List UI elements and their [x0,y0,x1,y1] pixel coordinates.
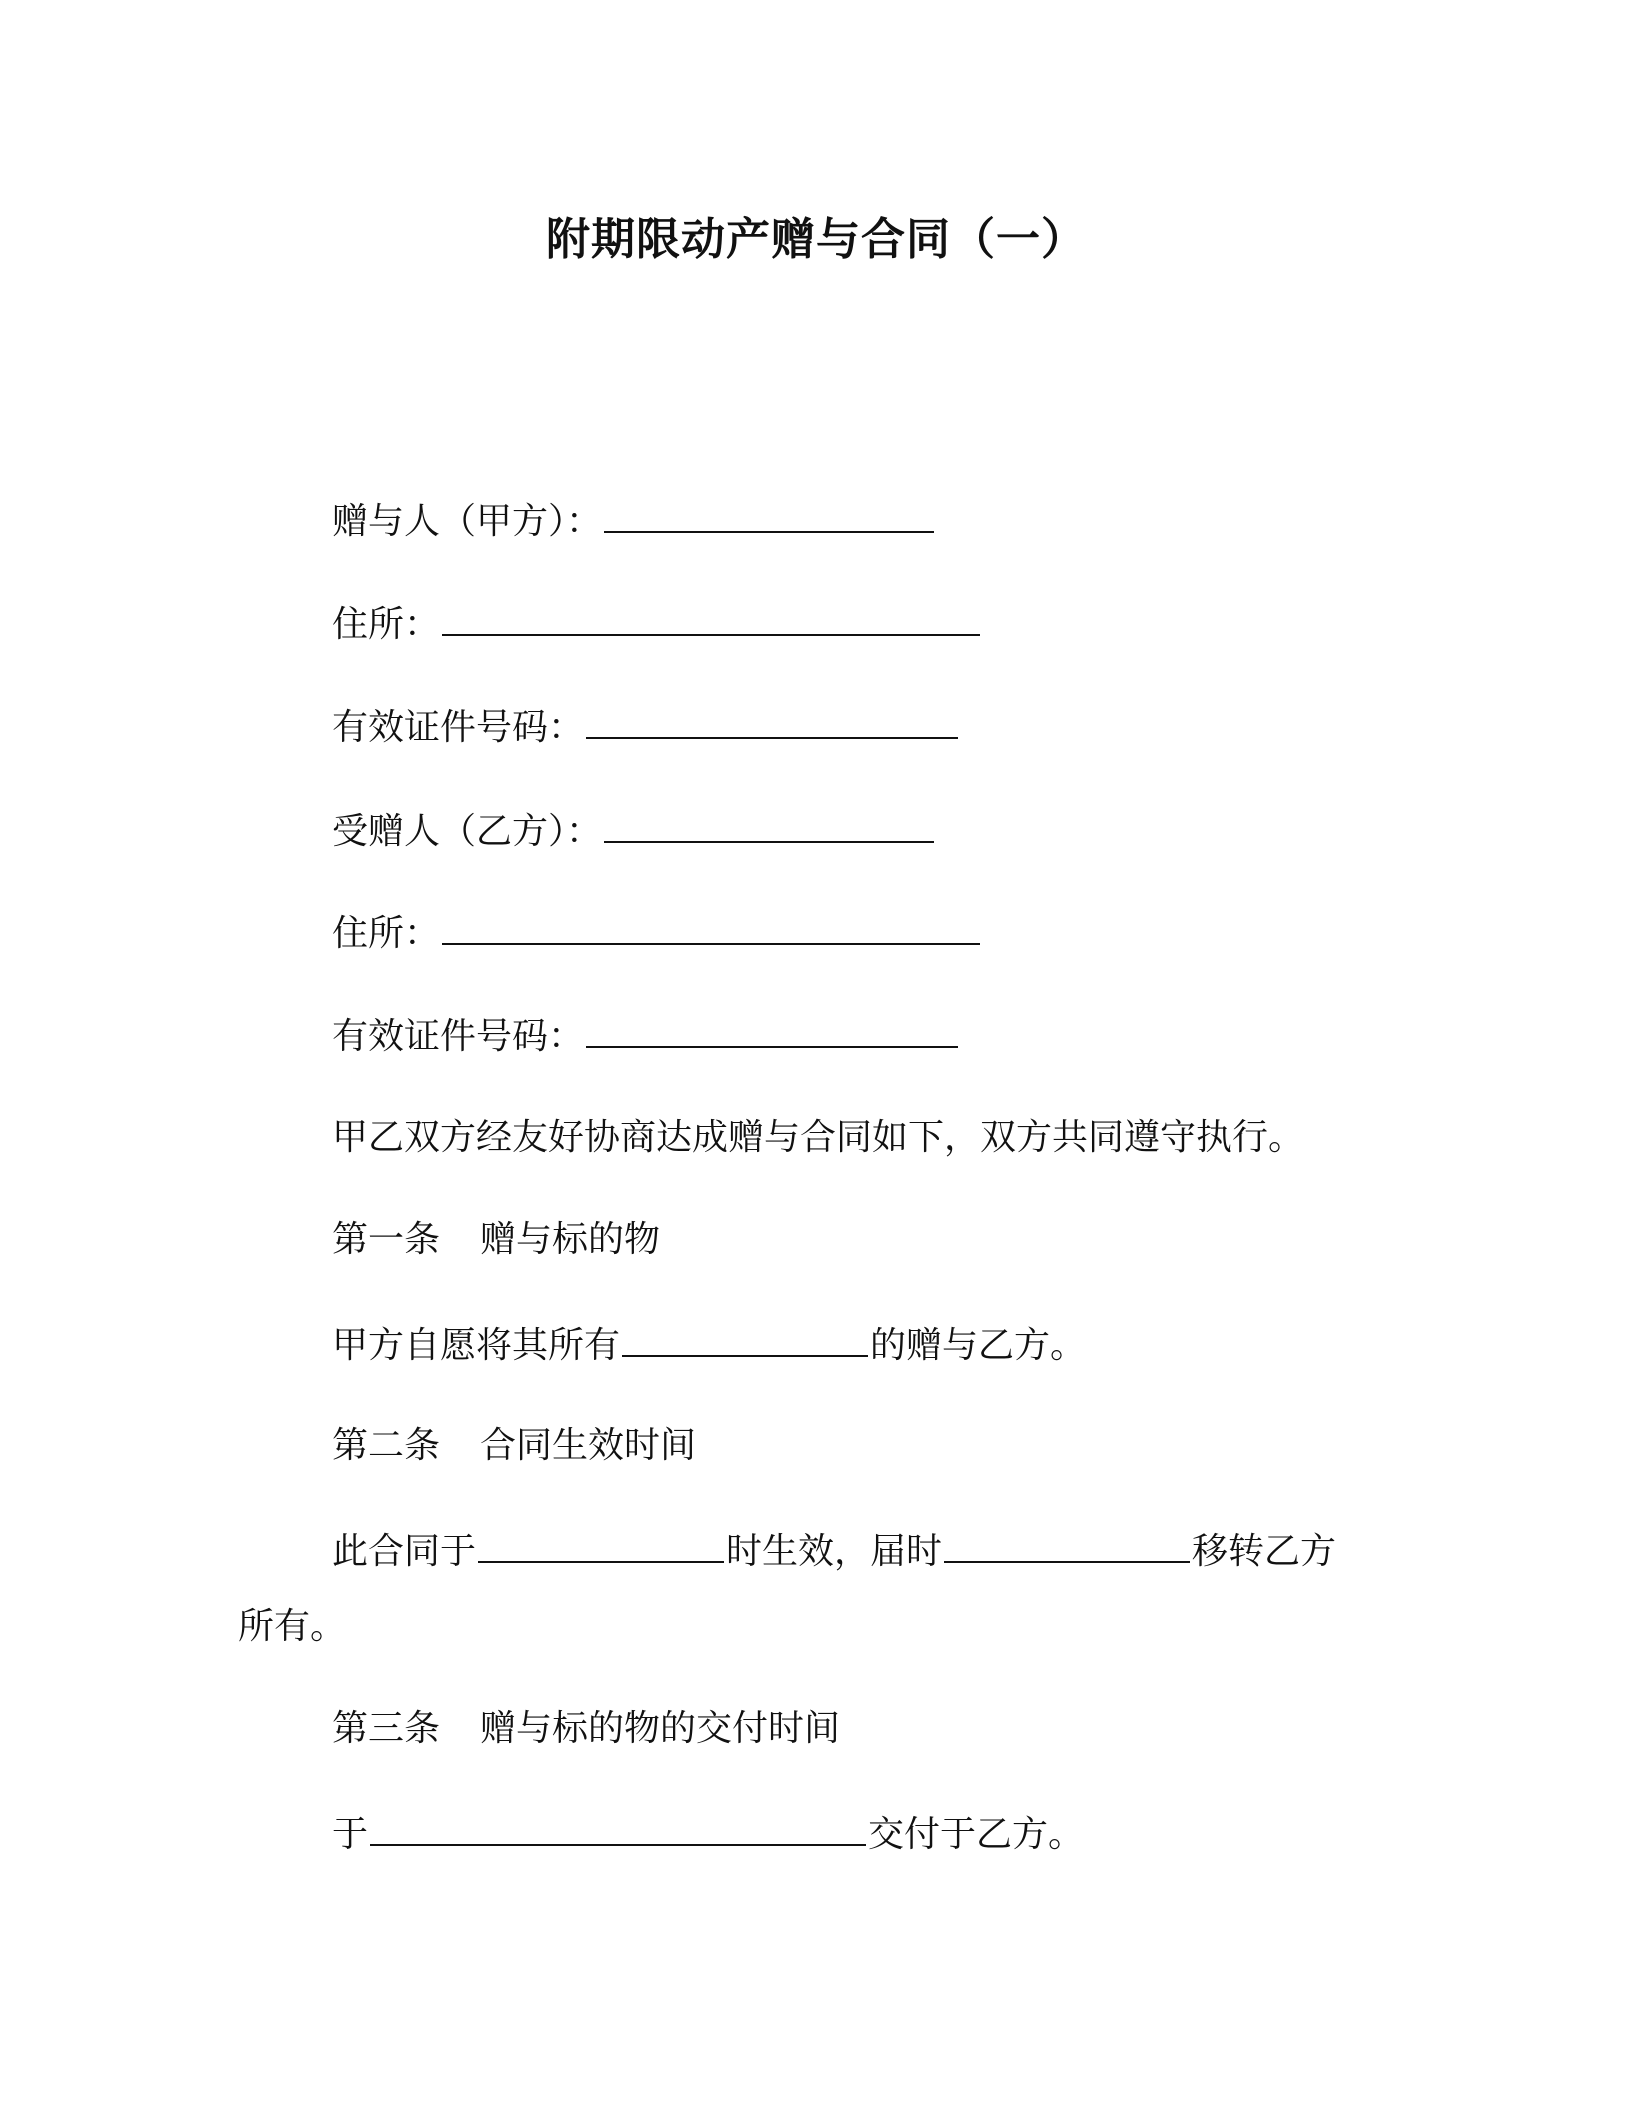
article1-text-before: 甲方自愿将其所有 [332,1325,621,1366]
donee-address-blank[interactable] [442,913,980,945]
article2-heading: 合同生效时间 [480,1425,697,1466]
article3-heading-line [332,1708,841,1749]
article3-text-before: 于 [332,1814,369,1855]
effective-time-blank[interactable] [478,1531,724,1563]
donor-address-label: 住所： [332,604,441,645]
donor-line [332,501,936,540]
delivery-time-blank[interactable] [370,1814,866,1846]
donor-blank[interactable] [604,501,934,533]
article3-number: 第三条 [332,1708,441,1749]
article2-number: 第二条 [332,1425,441,1466]
donee-line [332,811,936,850]
article1-heading: 赠与标的物 [480,1219,661,1260]
donor-address-line [332,604,982,643]
donee-id-label: 有效证件号码： [332,1016,585,1057]
article2-text-a: 此合同于 [332,1531,477,1572]
donor-label: 赠与人（甲方）： [332,501,603,542]
transfer-item-blank[interactable] [944,1531,1190,1563]
article2-text-b: 时生效，届时 [726,1531,943,1572]
article1-number: 第一条 [332,1219,441,1260]
donee-address-line [332,913,982,952]
article2-heading-line [332,1425,697,1466]
donee-id-blank[interactable] [586,1016,958,1048]
donor-id-line [332,707,960,746]
donee-blank[interactable] [604,811,934,843]
donee-label: 受赠人（乙方）： [332,811,603,852]
article2-text-line [332,1531,1336,1570]
document-title: 附期限动产赠与合同（一） [546,214,1086,265]
article1-text-after: 的赠与乙方。 [870,1325,1087,1366]
article3-text-after: 交付于乙方。 [868,1814,1085,1855]
article3-text-line [332,1814,1084,1853]
article3-heading: 赠与标的物的交付时间 [480,1708,841,1749]
donor-address-blank[interactable] [442,604,980,636]
article1-heading-line [332,1219,661,1260]
article2-text-c: 移转乙方 [1192,1531,1337,1572]
donor-id-blank[interactable] [586,707,958,739]
article2-text-continued: 所有。 [238,1606,347,1647]
preamble: 甲乙双方经友好协商达成赠与合同如下，双方共同遵守执行。 [332,1117,1305,1158]
donee-address-label: 住所： [332,913,441,954]
gift-item-blank[interactable] [622,1325,868,1357]
article1-text-line [332,1325,1086,1364]
donor-id-label: 有效证件号码： [332,707,585,748]
donee-id-line [332,1016,960,1055]
